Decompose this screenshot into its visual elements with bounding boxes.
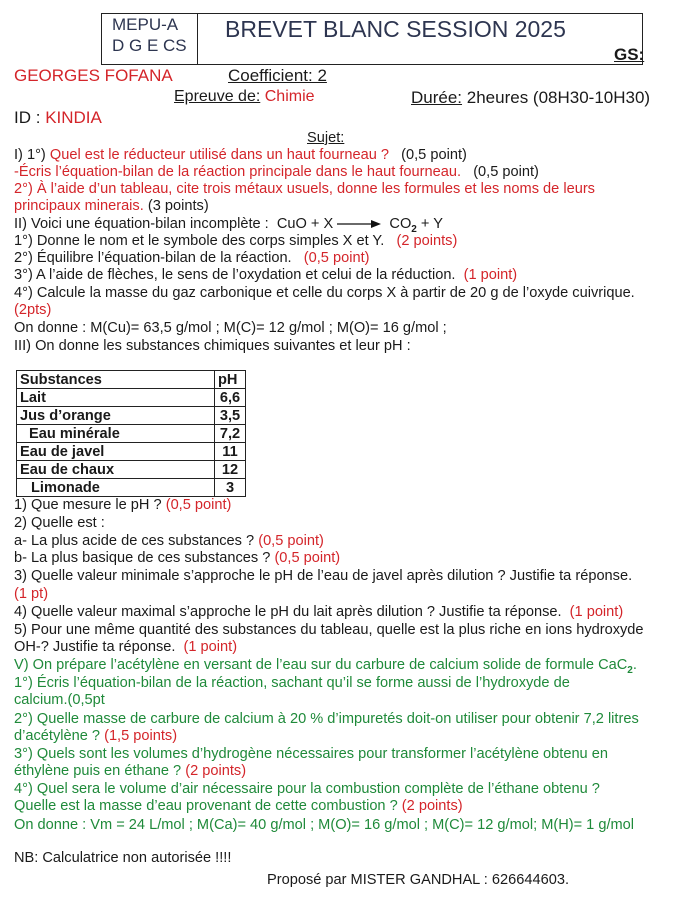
duree-label: Durée: <box>411 88 463 107</box>
part5-q4-points: (2 points) <box>401 798 463 814</box>
part3-q2b-points: (0,5 point) <box>274 550 341 566</box>
part1-q2-points: (3 points) <box>147 198 209 214</box>
part5-q2b-text: d’acétylène ? <box>14 728 101 744</box>
part3-q2a-text: a- La plus acide de ces substances ? <box>14 533 255 549</box>
table-cell-substance: Lait <box>17 389 215 407</box>
part3-q2a <box>14 533 324 550</box>
footer-nb: NB: Calculatrice non autorisée !!!! <box>14 850 232 866</box>
part5-intro-end: . <box>632 657 637 673</box>
table-cell-substance: Limonade <box>17 479 215 497</box>
part5-donne: On donne : Vm = 24 L/mol ; M(Ca)= 40 g/mol ; M(O)= 16 g/mol ; M(C)= 12 g/mol; M(H)= 1 g/mol <box>14 817 635 833</box>
part1-q1-num: I) 1°) <box>14 147 46 163</box>
table-row <box>17 443 246 461</box>
table-cell-substance: Eau minérale <box>17 425 215 443</box>
part3-q2a-points: (0,5 point) <box>258 533 324 549</box>
part5-q3: 3°) Quels sont les volumes d’hydrogène nécessaires pour transformer l’acétylène obtenu en <box>14 746 608 762</box>
school-line1: MEPU-A <box>112 15 179 34</box>
part5-q2-points: (1,5 points) <box>104 728 178 744</box>
part1-q2-line2 <box>14 198 209 215</box>
part5-intro-sub: 2 <box>627 664 633 676</box>
part1-q1-text: Quel est le réducteur utilisé dans un haut fourneau ? <box>49 147 389 163</box>
part1-q2-text2: principaux minerais. <box>14 198 144 214</box>
part3-q3: 3) Quelle valeur minimale s’approche le pH de l’eau de javel après dilution ? Justifie ta réponse. <box>14 568 633 584</box>
reaction-arrow-icon <box>337 219 381 229</box>
part2-q1 <box>14 233 457 250</box>
footer-propose: Proposé par MISTER GANDHAL : 626644603. <box>267 872 570 888</box>
table-cell-ph: 3,5 <box>215 407 246 425</box>
table-cell-ph: 11 <box>215 443 246 461</box>
part5-q1: 1°) Écris l’équation-bilan de la réaction, sachant qu’il se forme aussi de l’hydroxyde de <box>14 675 570 691</box>
part3-q2: 2) Quelle est : <box>14 515 105 531</box>
table-cell-ph: 12 <box>215 461 246 479</box>
table-row <box>17 425 246 443</box>
table-cell-ph: 6,6 <box>215 389 246 407</box>
part3-q5: 5) Pour une même quantité des substances du tableau, quelle est la plus riche en ions hydroxyde <box>14 622 644 638</box>
equation-right-co: CO <box>389 216 412 232</box>
part5-q4b-text: Quelle est la masse d’eau provenant de cette combustion ? <box>14 798 398 814</box>
sujet-heading: Sujet: <box>307 130 345 146</box>
part3-q2b-text: b- La plus basique de ces substances ? <box>14 550 271 566</box>
part3-q1-points: (0,5 point) <box>165 497 232 513</box>
table-row <box>17 461 246 479</box>
table-row <box>17 479 246 497</box>
header-divider <box>197 13 198 65</box>
table-header-ph: pH <box>215 371 246 389</box>
part2-donne: On donne : M(Cu)= 63,5 g/mol ; M(C)= 12 g/mol ; M(O)= 16 g/mol ; <box>14 320 447 336</box>
school-name: GEORGES FOFANA <box>14 66 173 85</box>
part5-q3-line2 <box>14 763 246 780</box>
part2-q2 <box>14 250 370 267</box>
part2-intro: II) Voici une équation-bilan incomplète : <box>14 216 269 232</box>
table-row <box>17 407 246 425</box>
equation-right-rest: + Y <box>420 216 443 232</box>
part5-q1-line2: calcium.(0,5pt <box>14 692 105 708</box>
duree-line <box>411 88 650 108</box>
coefficient: Coefficient: 2 <box>228 66 327 85</box>
table-header-row <box>17 371 246 389</box>
part1-q1b <box>14 164 539 181</box>
part5-q2-line2 <box>14 728 177 745</box>
epreuve-label: Epreuve de: <box>174 88 261 105</box>
part3-q2b <box>14 550 340 567</box>
part1-q1b-text: -Écris l’équation-bilan de la réaction principale dans le haut fourneau. <box>14 164 462 180</box>
part5-q3-points: (2 points) <box>185 763 247 779</box>
exam-title: BREVET BLANC SESSION 2025 <box>225 16 566 42</box>
part3-q5-points: (1 point) <box>183 639 238 655</box>
part2-q2-points: (0,5 point) <box>303 250 370 266</box>
id-label: ID : <box>14 108 41 127</box>
part1-q2: 2°) À l’aide d’un tableau, cite trois métaux usuels, donne les formules et les noms de leurs <box>14 181 595 197</box>
table-cell-ph: 7,2 <box>215 425 246 443</box>
part1-q1-points: (0,5 point) <box>401 147 467 163</box>
part2-q4-points: (2pts) <box>14 302 52 318</box>
part2-q1-text: 1°) Donne le nom et le symbole des corps simples X et Y. <box>14 233 385 249</box>
part3-q5-line2 <box>14 639 237 656</box>
epreuve-value: Chimie <box>264 88 315 105</box>
part1-q1 <box>14 147 467 164</box>
part3-q4 <box>14 604 623 621</box>
part2-q4: 4°) Calcule la masse du gaz carbonique et celle du corps X à partir de 20 g de l’oxyde cuivrique. <box>14 285 635 301</box>
part5-q2: 2°) Quelle masse de carbure de calcium à 20 % d’impuretés doit-on utiliser pour obtenir 7,2 litres <box>14 711 639 727</box>
part2-q3 <box>14 267 517 284</box>
epreuve-line <box>174 88 315 106</box>
part3-q1-text: 1) Que mesure le pH ? <box>14 497 162 513</box>
part2-q3-points: (1 point) <box>463 267 518 283</box>
school-line2: D G E CS <box>112 36 187 55</box>
part5-intro-text: V) On prépare l’acétylène en versant de l’eau sur du carbure de calcium solide de formule CaC <box>14 657 628 673</box>
part2-q1-points: (2 points) <box>396 233 458 249</box>
part5-q3b-text: éthylène puis en éthane ? <box>14 763 182 779</box>
part5-q4: 4°) Quel sera le volume d’air nécessaire pour la combustion complète de l’éthane obtenu ? <box>14 781 600 797</box>
part3-q1 <box>14 497 231 514</box>
part1-q1b-points: (0,5 point) <box>473 164 539 180</box>
part3-q4-points: (1 point) <box>569 604 624 620</box>
table-cell-substance: Jus d’orange <box>17 407 215 425</box>
part3-q3-points: (1 pt) <box>14 586 49 602</box>
part3-intro: III) On donne les substances chimiques suivantes et leur pH : <box>14 338 411 354</box>
part3-q4-text: 4) Quelle valeur maximal s’approche le pH du lait après dilution ? Justifie ta réponse. <box>14 604 562 620</box>
part5-q4-line2 <box>14 798 463 815</box>
table-cell-ph: 3 <box>215 479 246 497</box>
table-header-substances: Substances <box>17 371 215 389</box>
table-cell-substance: Eau de chaux <box>17 461 215 479</box>
duree-value: 2heures (08H30-10H30) <box>466 88 651 107</box>
substances-table <box>16 370 246 497</box>
gs-label: GS: <box>614 45 645 64</box>
part2-q3-text: 3°) A l’aide de flèches, le sens de l’oxydation et celui de la réduction. <box>14 267 456 283</box>
id-value: KINDIA <box>45 108 102 127</box>
part3-q5b-text: OH-? Justifie ta réponse. <box>14 639 176 655</box>
id-line <box>14 108 102 128</box>
part2-q2-text: 2°) Équilibre l’équation-bilan de la réaction. <box>14 250 292 266</box>
table-row <box>17 389 246 407</box>
table-cell-substance: Eau de javel <box>17 443 215 461</box>
equation-right-sub: 2 <box>411 223 417 235</box>
equation-left: CuO + X <box>276 216 334 232</box>
